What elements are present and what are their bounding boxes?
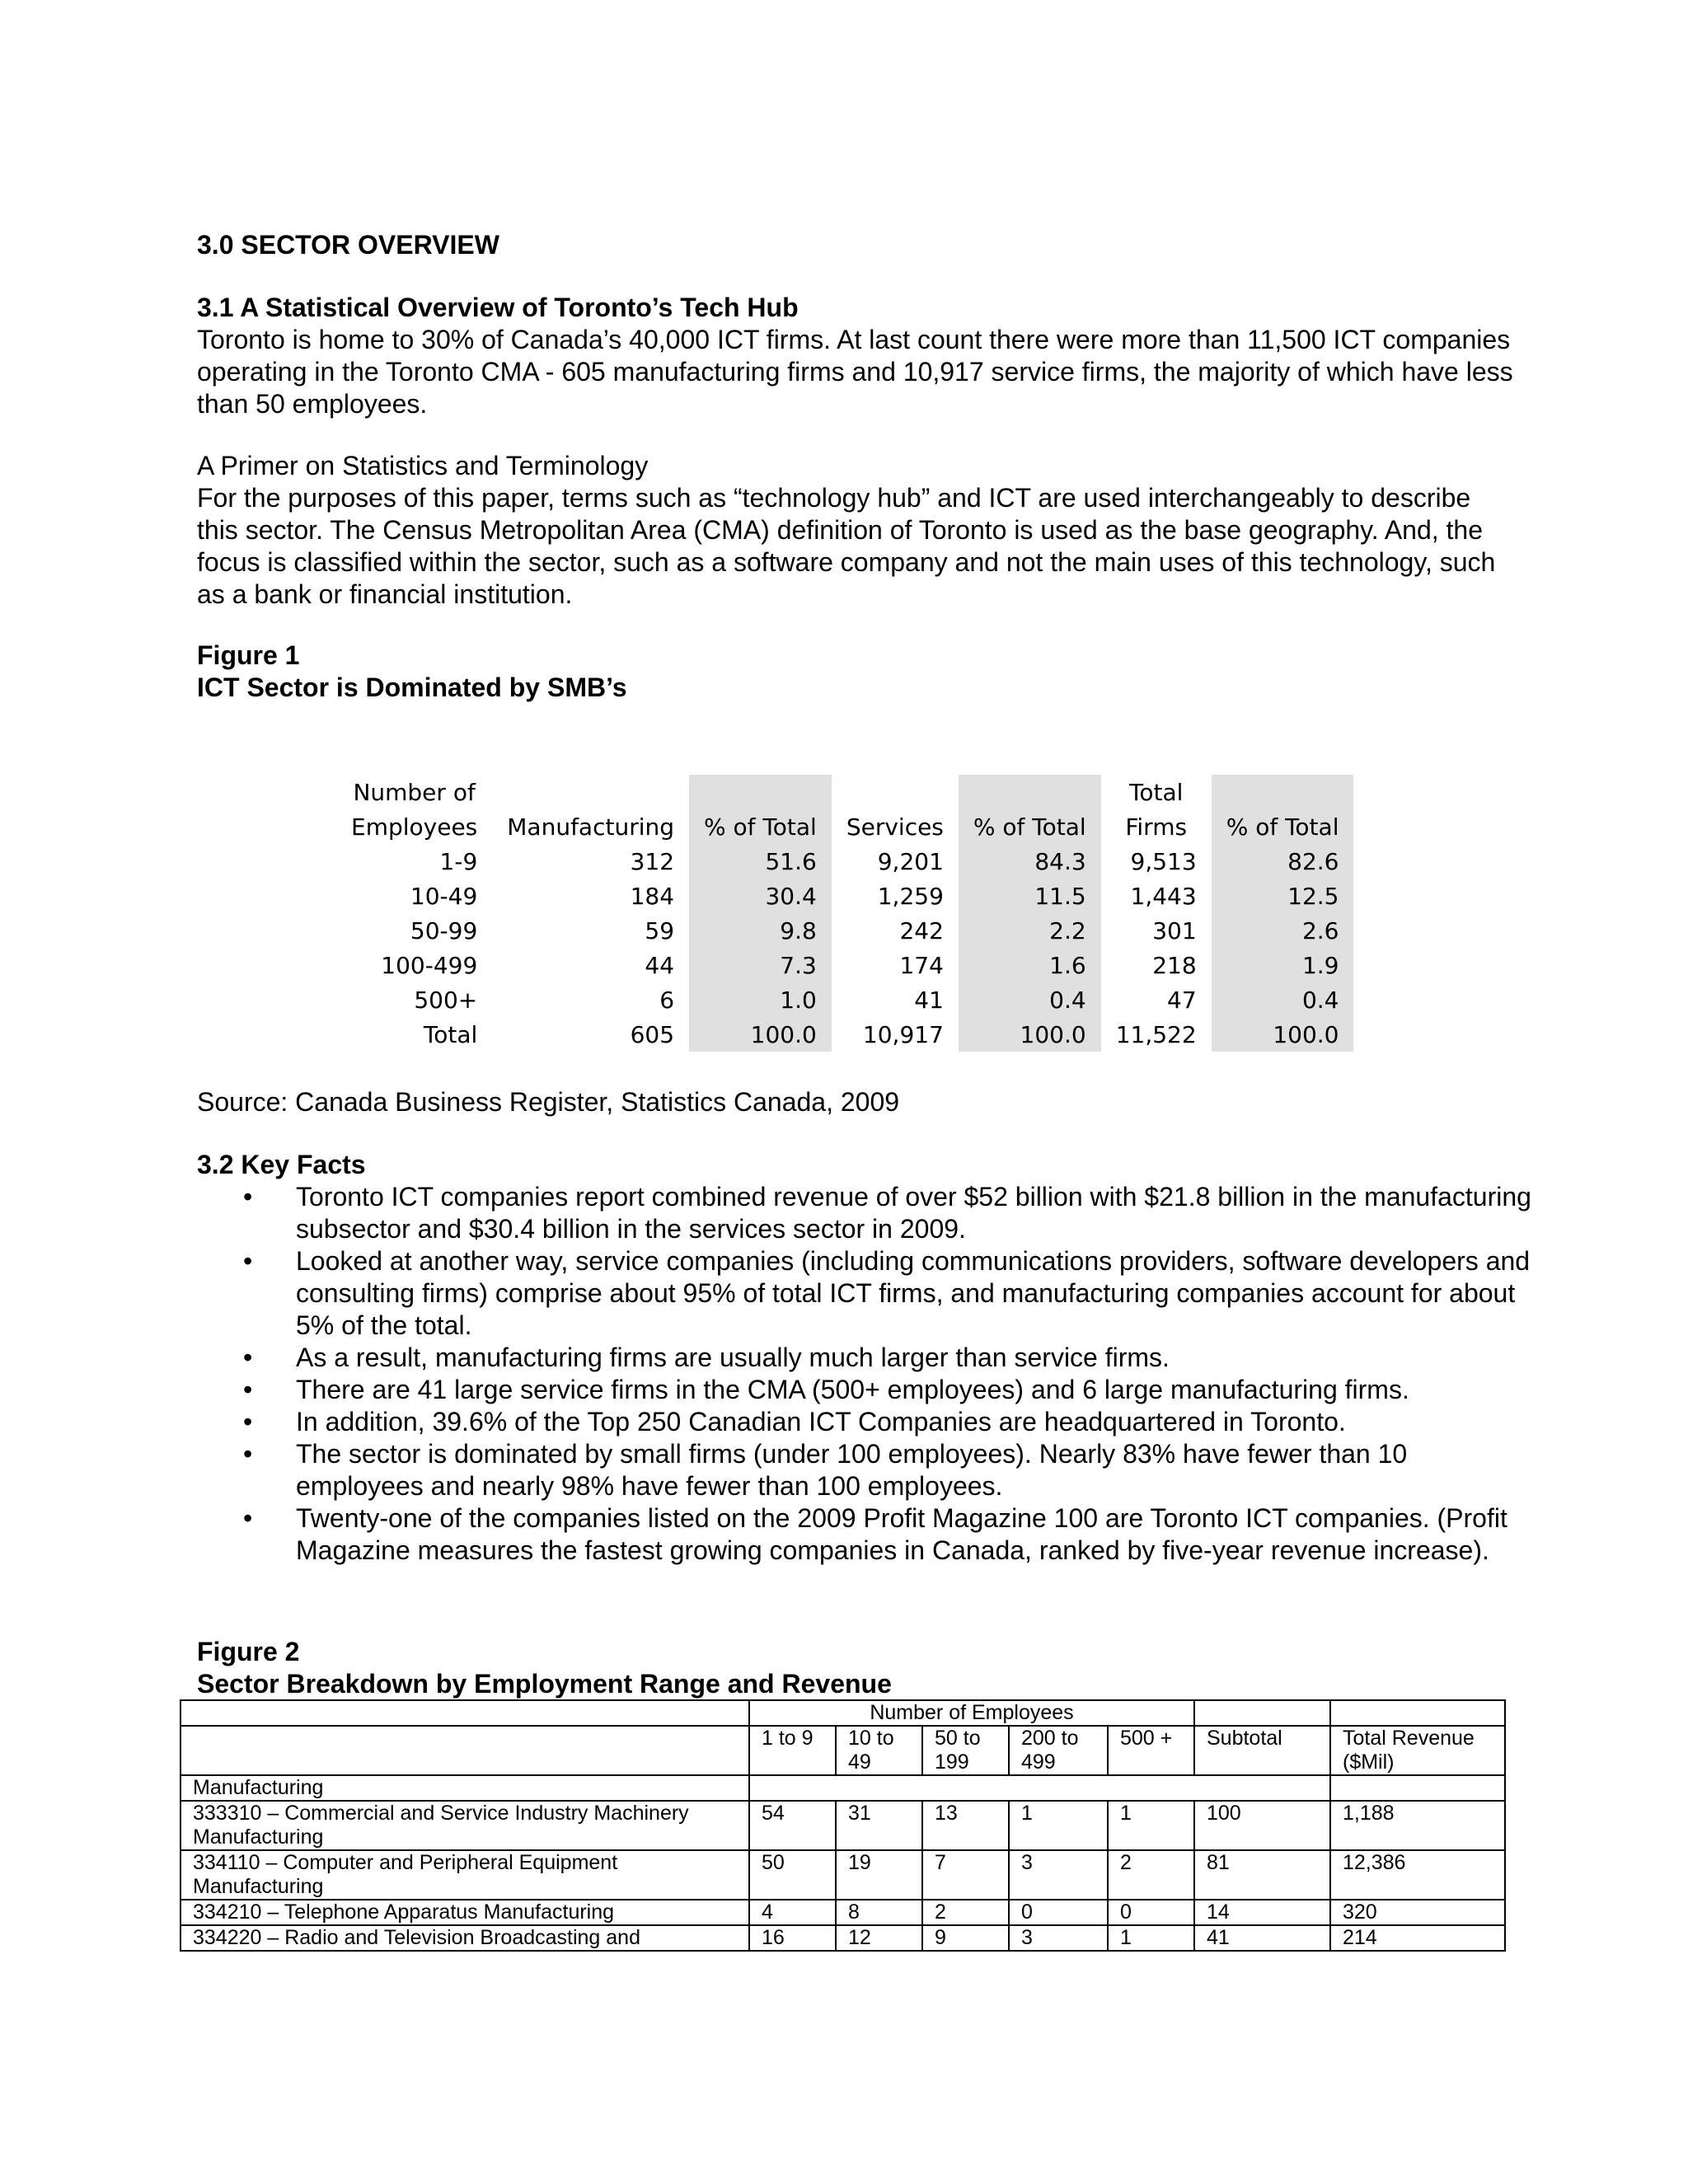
table-cell: 1,188 bbox=[1330, 1801, 1505, 1850]
table-cell: 0 bbox=[1009, 1900, 1108, 1925]
table-cell: 214 bbox=[1330, 1925, 1505, 1951]
header-cell: Firms bbox=[1125, 813, 1188, 841]
list-item bbox=[197, 1342, 1532, 1374]
table-cell: 54 bbox=[749, 1801, 836, 1850]
list-item bbox=[197, 1438, 1532, 1502]
bullet-icon: • bbox=[243, 1503, 253, 1533]
table-cell: 41 bbox=[914, 986, 944, 1014]
section-cell: Manufacturing bbox=[181, 1775, 749, 1801]
table-cell: 10-49 bbox=[410, 882, 478, 910]
table-row bbox=[181, 1801, 1505, 1850]
table-cell: 1,259 bbox=[877, 882, 944, 910]
list-item bbox=[197, 1245, 1532, 1342]
table-cell: 1.0 bbox=[689, 982, 832, 1017]
primer-section bbox=[197, 450, 1516, 611]
table-header-row bbox=[336, 775, 1353, 809]
table-row bbox=[336, 948, 1353, 982]
figure-1-label: Figure 1 bbox=[197, 640, 300, 670]
table-row bbox=[336, 1017, 1353, 1052]
table-cell: 11,522 bbox=[1115, 1020, 1197, 1048]
figure-1-caption bbox=[197, 640, 627, 704]
table-cell bbox=[1330, 1775, 1505, 1801]
table-cell: 320 bbox=[1330, 1900, 1505, 1925]
list-item-text: Looked at another way, service companies (including communications providers, software developers and consulting firms) comprise about 95% of total ICT firms, and manufacturing companies account for about 5% of the total. bbox=[296, 1246, 1531, 1340]
table-header-row bbox=[181, 1726, 1505, 1775]
table-cell: 30.4 bbox=[689, 879, 832, 913]
figure-2-label: Figure 2 bbox=[197, 1637, 300, 1666]
section-3-1 bbox=[197, 292, 1516, 420]
table-cell: 9.8 bbox=[689, 913, 832, 948]
table-cell: 81 bbox=[1194, 1850, 1330, 1900]
table-cell: 50-99 bbox=[410, 916, 478, 944]
list-item-text: There are 41 large service firms in the CMA (500+ employees) and 6 large manufacturing firms. bbox=[296, 1375, 1409, 1404]
table-cell: 333310 – Commercial and Service Industry Machinery Manufacturing bbox=[181, 1801, 749, 1850]
table-cell: 100-499 bbox=[381, 951, 478, 979]
section-3-2-title: 3.2 Key Facts bbox=[197, 1150, 366, 1179]
table-cell: 16 bbox=[749, 1925, 836, 1951]
header-cell bbox=[689, 775, 832, 809]
header-cell: 200 to 499 bbox=[1009, 1726, 1108, 1775]
table-cell: 11.5 bbox=[959, 879, 1101, 913]
header-cell bbox=[959, 775, 1101, 809]
table-cell: 51.6 bbox=[689, 844, 832, 879]
header-cell bbox=[1212, 775, 1354, 809]
list-item bbox=[197, 1406, 1532, 1438]
header-cell: Subtotal bbox=[1194, 1726, 1330, 1775]
header-cell: Number of bbox=[353, 778, 476, 806]
table-row bbox=[181, 1900, 1505, 1925]
table-cell: 19 bbox=[836, 1850, 922, 1900]
table-cell: 334110 – Computer and Peripheral Equipment Manufacturing bbox=[181, 1850, 749, 1900]
table-row bbox=[336, 913, 1353, 948]
header-cell: Total Revenue ($Mil) bbox=[1330, 1726, 1505, 1775]
table-row bbox=[336, 879, 1353, 913]
table-cell: 2 bbox=[1108, 1850, 1194, 1900]
list-item-text: In addition, 39.6% of the Top 250 Canadian ICT Companies are headquartered in Toronto. bbox=[296, 1407, 1346, 1436]
header-cell: 500 + bbox=[1108, 1726, 1194, 1775]
header-cell: 1 to 9 bbox=[749, 1726, 836, 1775]
table-cell: 3 bbox=[1009, 1925, 1108, 1951]
key-facts-list bbox=[197, 1181, 1532, 1567]
section-3-1-paragraph: Toronto is home to 30% of Canada’s 40,000 ICT firms. At last count there were more than 11,500 ICT companies operating in the Toronto CMA - 605 manufacturing firms and 10,917 service firms, the majority of which have less than 50 employees. bbox=[197, 325, 1513, 419]
table-cell: 50 bbox=[749, 1850, 836, 1900]
table-cell: 1 bbox=[1108, 1801, 1194, 1850]
table-cell: 1,443 bbox=[1130, 882, 1197, 910]
table-header-row bbox=[336, 809, 1353, 844]
table-cell: 0.4 bbox=[959, 982, 1101, 1017]
table-cell: 1-9 bbox=[439, 847, 478, 875]
list-item-text: Twenty-one of the companies listed on the 2009 Profit Magazine 100 are Toronto ICT companies. (Profit Magazine measures the fastest growing companies in Canada, ranked by five-year revenue increase). bbox=[296, 1503, 1507, 1565]
table-cell: 2.6 bbox=[1212, 913, 1354, 948]
table-cell: 12 bbox=[836, 1925, 922, 1951]
table-cell: 301 bbox=[1152, 916, 1197, 944]
table-cell: 7.3 bbox=[689, 948, 832, 982]
list-item-text: Toronto ICT companies report combined revenue of over $52 billion with $21.8 billion in the manufacturing subsector and $30.4 billion in the services sector in 2009. bbox=[296, 1182, 1531, 1244]
list-item bbox=[197, 1181, 1532, 1245]
table-cell: 100.0 bbox=[689, 1017, 832, 1052]
table-cell: 12.5 bbox=[1212, 879, 1354, 913]
section-row bbox=[181, 1775, 1505, 1801]
table-cell: 13 bbox=[922, 1801, 1009, 1850]
table-cell: 334220 – Radio and Television Broadcasting and bbox=[181, 1925, 749, 1951]
table-cell: 100.0 bbox=[959, 1017, 1101, 1052]
primer-title: A Primer on Statistics and Terminology bbox=[197, 451, 649, 480]
table-cell: 9,513 bbox=[1130, 847, 1197, 875]
header-cell: % of Total bbox=[1212, 809, 1354, 844]
header-cell bbox=[832, 775, 959, 809]
figure-1-title: ICT Sector is Dominated by SMB’s bbox=[197, 673, 627, 702]
table-cell: 84.3 bbox=[959, 844, 1101, 879]
section-3-2 bbox=[197, 1149, 1532, 1567]
bullet-icon: • bbox=[243, 1246, 253, 1276]
table-cell: 14 bbox=[1194, 1900, 1330, 1925]
table-row bbox=[181, 1925, 1505, 1951]
table-cell: 1.6 bbox=[959, 948, 1101, 982]
figure-1-table bbox=[336, 775, 1353, 1052]
header-cell: 50 to 199 bbox=[922, 1726, 1009, 1775]
list-item bbox=[197, 1374, 1532, 1406]
header-cell bbox=[181, 1700, 749, 1726]
table-cell: Total bbox=[423, 1020, 478, 1048]
bullet-icon: • bbox=[243, 1375, 253, 1404]
header-cell: % of Total bbox=[689, 809, 832, 844]
table-row bbox=[336, 844, 1353, 879]
header-cell bbox=[492, 775, 689, 809]
header-cell: Services bbox=[846, 813, 944, 841]
table-cell: 100.0 bbox=[1212, 1017, 1354, 1052]
table-cell: 9 bbox=[922, 1925, 1009, 1951]
header-cell: Manufacturing bbox=[507, 813, 675, 841]
page-heading: 3.0 SECTOR OVERVIEW bbox=[197, 230, 499, 260]
table-cell: 1 bbox=[1009, 1801, 1108, 1850]
header-cell: 10 to 49 bbox=[836, 1726, 922, 1775]
table-cell: 6 bbox=[659, 986, 675, 1014]
table-cell: 334210 – Telephone Apparatus Manufacturing bbox=[181, 1900, 749, 1925]
figure-2-title: Sector Breakdown by Employment Range and Revenue bbox=[197, 1669, 892, 1699]
header-cell bbox=[1330, 1700, 1505, 1726]
table-cell: 500+ bbox=[414, 986, 478, 1014]
table-cell: 8 bbox=[836, 1900, 922, 1925]
table-cell: 44 bbox=[645, 951, 675, 979]
table-cell: 12,386 bbox=[1330, 1850, 1505, 1900]
list-item bbox=[197, 1502, 1532, 1567]
header-cell: Employees bbox=[351, 813, 478, 841]
header-cell bbox=[181, 1726, 749, 1775]
table-cell: 2.2 bbox=[959, 913, 1101, 948]
header-cell: % of Total bbox=[959, 809, 1101, 844]
table-cell: 1 bbox=[1108, 1925, 1194, 1951]
table-row bbox=[336, 982, 1353, 1017]
table-row bbox=[181, 1850, 1505, 1900]
bullet-icon: • bbox=[243, 1343, 253, 1372]
table-cell: 1.9 bbox=[1212, 948, 1354, 982]
figure-2-table bbox=[180, 1699, 1506, 1952]
table-cell: 2 bbox=[922, 1900, 1009, 1925]
figure-2-caption bbox=[197, 1636, 892, 1700]
bullet-icon: • bbox=[243, 1407, 253, 1436]
bullet-icon: • bbox=[243, 1439, 253, 1469]
table-header-row bbox=[181, 1700, 1505, 1726]
table-cell: 4 bbox=[749, 1900, 836, 1925]
table-cell: 10,917 bbox=[862, 1020, 944, 1048]
group-header-cell: Number of Employees bbox=[749, 1700, 1194, 1726]
list-item-text: As a result, manufacturing firms are usually much larger than service firms. bbox=[296, 1343, 1170, 1372]
header-cell: Total bbox=[1128, 778, 1184, 806]
table-cell: 0.4 bbox=[1212, 982, 1354, 1017]
table-cell: 218 bbox=[1152, 951, 1197, 979]
table-cell: 41 bbox=[1194, 1925, 1330, 1951]
table-cell: 9,201 bbox=[877, 847, 944, 875]
table-cell: 47 bbox=[1167, 986, 1197, 1014]
table-cell: 3 bbox=[1009, 1850, 1108, 1900]
table-cell: 59 bbox=[645, 916, 675, 944]
table-cell: 0 bbox=[1108, 1900, 1194, 1925]
table-cell: 82.6 bbox=[1212, 844, 1354, 879]
bullet-icon: • bbox=[243, 1182, 253, 1212]
table-cell: 31 bbox=[836, 1801, 922, 1850]
table-cell: 100 bbox=[1194, 1801, 1330, 1850]
header-cell bbox=[1194, 1700, 1330, 1726]
table-cell: 605 bbox=[630, 1020, 675, 1048]
table-cell bbox=[749, 1775, 1330, 1801]
primer-paragraph: For the purposes of this paper, terms such as “technology hub” and ICT are used interchangeably to describe this sector. The Census Metropolitan Area (CMA) definition of Toronto is used as the base geography. And, the focus is classified within the sector, such as a software company and not the main uses of this technology, such as a bank or financial institution. bbox=[197, 483, 1496, 609]
list-item-text: The sector is dominated by small firms (under 100 employees). Nearly 83% have fewer than 10 employees and nearly 98% have fewer than 100 employees. bbox=[296, 1439, 1408, 1501]
section-3-1-title: 3.1 A Statistical Overview of Toronto’s Tech Hub bbox=[197, 293, 799, 322]
source-note: Source: Canada Business Register, Statistics Canada, 2009 bbox=[197, 1087, 900, 1117]
table-cell: 242 bbox=[899, 916, 944, 944]
table-cell: 312 bbox=[630, 847, 675, 875]
table-cell: 7 bbox=[922, 1850, 1009, 1900]
table-cell: 174 bbox=[899, 951, 944, 979]
table-cell: 184 bbox=[630, 882, 675, 910]
